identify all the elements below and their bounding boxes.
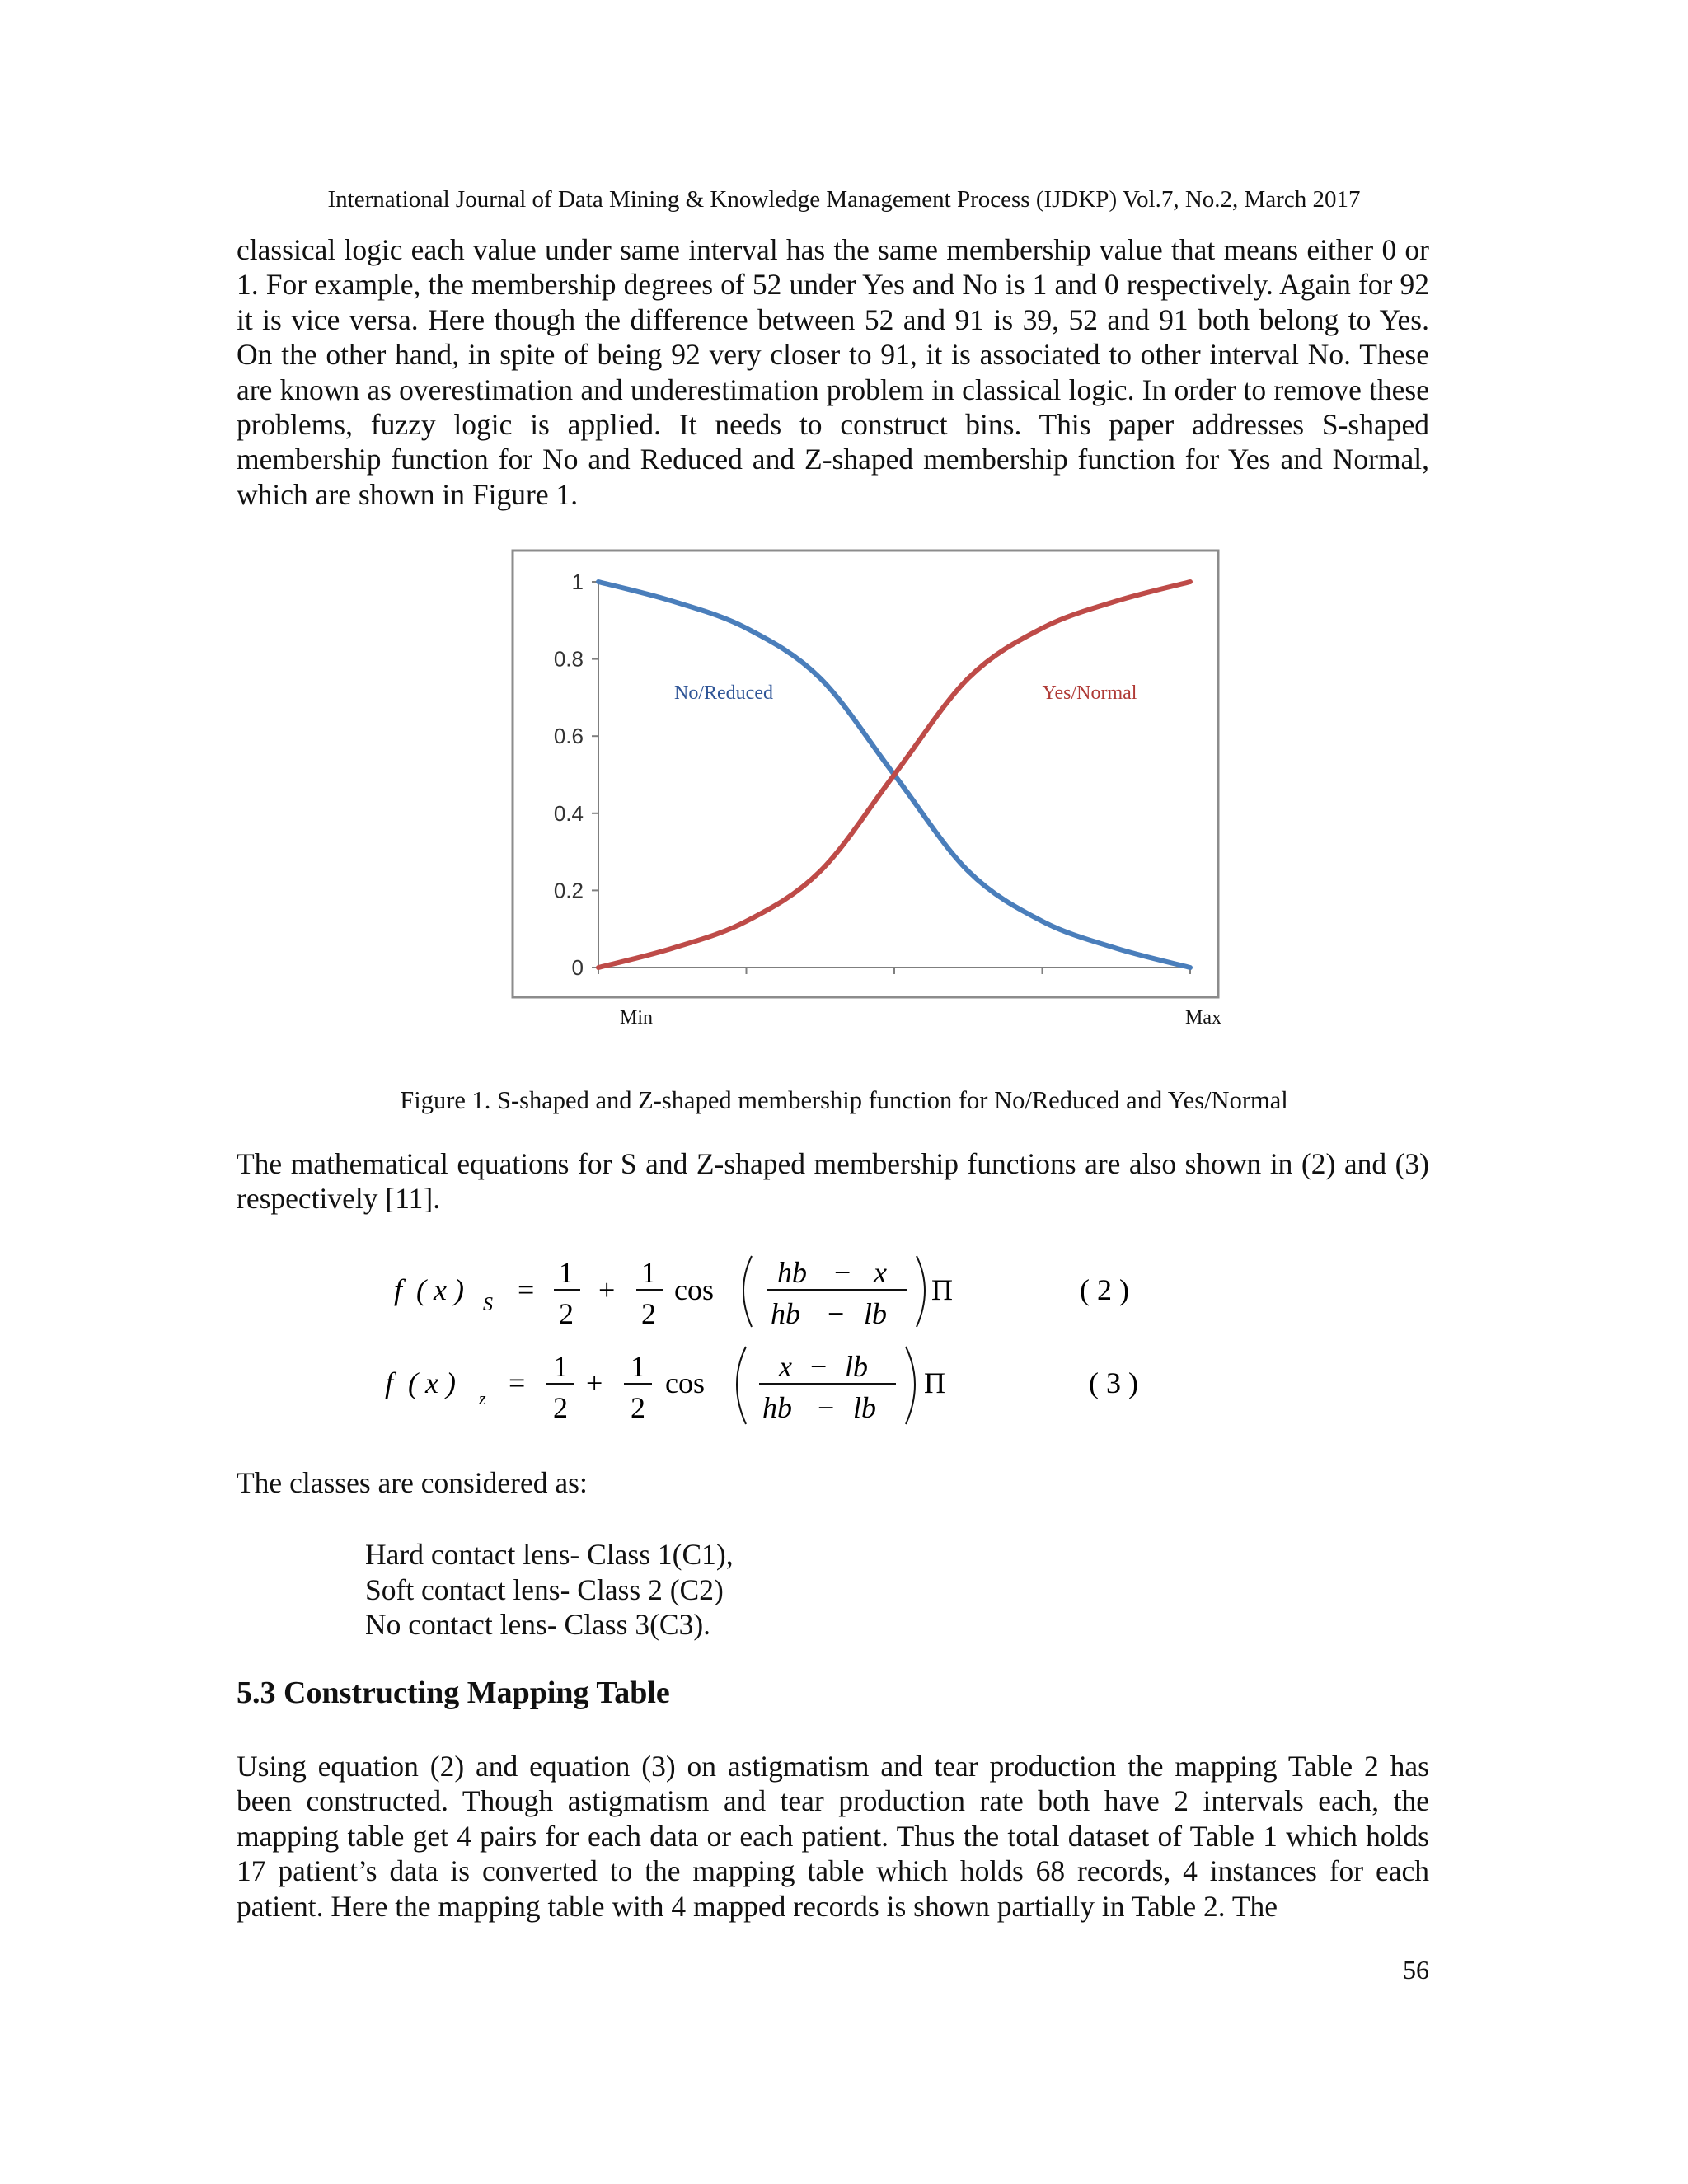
eq2-den-b: lb	[864, 1297, 888, 1330]
y-tick-label: 0.6	[553, 724, 584, 749]
classes-list	[365, 1537, 734, 1643]
classes-intro: The classes are considered as:	[237, 1466, 588, 1499]
class-item: Hard contact lens- Class 1(C1),	[365, 1538, 734, 1571]
eq2-num-a: hb	[777, 1256, 807, 1289]
eq3-equals: =	[509, 1366, 526, 1399]
equation-2	[379, 1244, 1154, 1335]
eq2-pi: Π	[931, 1273, 953, 1306]
annotation-yes-normal: Yes/Normal	[1042, 682, 1137, 704]
eq3-number: ( 3 )	[1089, 1366, 1138, 1399]
eq3-plus: +	[586, 1366, 603, 1399]
eq3-num-minus: −	[810, 1350, 828, 1383]
eq2-plus: +	[598, 1273, 616, 1306]
eq2-number: ( 2 )	[1080, 1273, 1129, 1306]
eq2-two-a: 2	[559, 1297, 574, 1330]
eq2-one-b: 1	[641, 1256, 656, 1289]
eq2-two-b: 2	[641, 1297, 656, 1330]
body-paragraph-2: The mathematical equations for S and Z-shaped membership functions are also shown in (2) and (3) respectively [11].	[237, 1147, 1429, 1216]
chart-frame	[513, 551, 1218, 997]
eq3-pi: Π	[924, 1366, 945, 1399]
eq3-sub: z	[479, 1388, 486, 1408]
class-item: Soft contact lens- Class 2 (C2)	[365, 1572, 724, 1606]
eq2-num-minus: −	[834, 1256, 851, 1289]
eq3-num-b: lb	[845, 1350, 869, 1383]
journal-header: International Journal of Data Mining & Knowledge Management Process (IJDKP) Vol.7, No.2, March 2017	[327, 186, 1361, 213]
eq3-one-b: 1	[631, 1350, 645, 1383]
class-item: No contact lens- Class 3(C3).	[365, 1608, 711, 1641]
eq2-f: f	[394, 1273, 403, 1306]
annotation-no-reduced: No/Reduced	[674, 682, 773, 704]
x-label-max: Max	[1185, 1007, 1221, 1029]
page-number: 56	[1403, 1955, 1429, 1985]
eq3-two-a: 2	[553, 1391, 568, 1424]
equation-3	[375, 1335, 1158, 1434]
body-paragraph-3: Using equation (2) and equation (3) on astigmatism and tear production the mapping Table 2 has been constructed. Though astigmatism and tear production rate both have 2 intervals each, the mapping table get 4 pairs for each data or each patient. Thus the total dataset of Table 1 which holds 17 patient’s data is converted to the mapping table which holds 68 records, 4 instances for each patient. Here the mapping table with 4 mapped records is shown partially in Table 2. The	[237, 1750, 1429, 1923]
eq3-den-b: lb	[853, 1391, 877, 1424]
x-label-min: Min	[619, 1007, 654, 1029]
eq2-cos: cos	[674, 1273, 714, 1306]
y-tick-label: 0	[571, 955, 584, 980]
eq2-sub: S	[483, 1294, 493, 1315]
body-paragraph-1: classical logic each value under same interval has the same membership value that means either 0 or 1. For example, the membership degrees of 52 under Yes and No is 1 and 0 respectively. Again for 92 it is vice versa. Here though the difference between 52 and 91 is 39, 52 and 91 both belong to Yes. On the other hand, in spite of being 92 very closer to 91, it is associated to other interval No. These are known as overestimation and underestimation problem in classical logic. In order to remove these problems, fuzzy logic is applied. It needs to construct bins. This paper addresses S-shaped membership function for No and Reduced and Z-shaped membership function for Yes and Normal, which are shown in Figure 1.	[237, 233, 1429, 511]
eq2-equals: =	[518, 1273, 535, 1306]
eq3-den-a: hb	[762, 1391, 792, 1424]
eq2-den-a: hb	[771, 1297, 800, 1330]
eq3-one-a: 1	[553, 1350, 568, 1383]
eq2-one-a: 1	[559, 1256, 574, 1289]
y-tick-label: 1	[571, 569, 584, 594]
eq3-two-b: 2	[631, 1391, 645, 1424]
eq3-cos: cos	[665, 1366, 705, 1399]
eq2-num-b: x	[874, 1256, 887, 1289]
figure-caption: Figure 1. S-shaped and Z-shaped membership function for No/Reduced and Yes/Normal	[400, 1086, 1288, 1114]
eq3-num-a: x	[779, 1350, 792, 1383]
eq2-den-minus: −	[828, 1297, 845, 1330]
y-tick-label: 0.4	[553, 800, 584, 826]
eq3-f: f	[385, 1366, 394, 1399]
membership-function-chart	[511, 549, 1236, 1043]
eq2-x: ( x )	[416, 1273, 464, 1306]
eq3-den-minus: −	[818, 1391, 835, 1424]
y-tick-label: 0.2	[553, 878, 584, 903]
section-heading: 5.3 Constructing Mapping Table	[237, 1675, 670, 1710]
y-tick-label: 0.8	[553, 646, 584, 672]
eq3-x: ( x )	[408, 1366, 456, 1399]
